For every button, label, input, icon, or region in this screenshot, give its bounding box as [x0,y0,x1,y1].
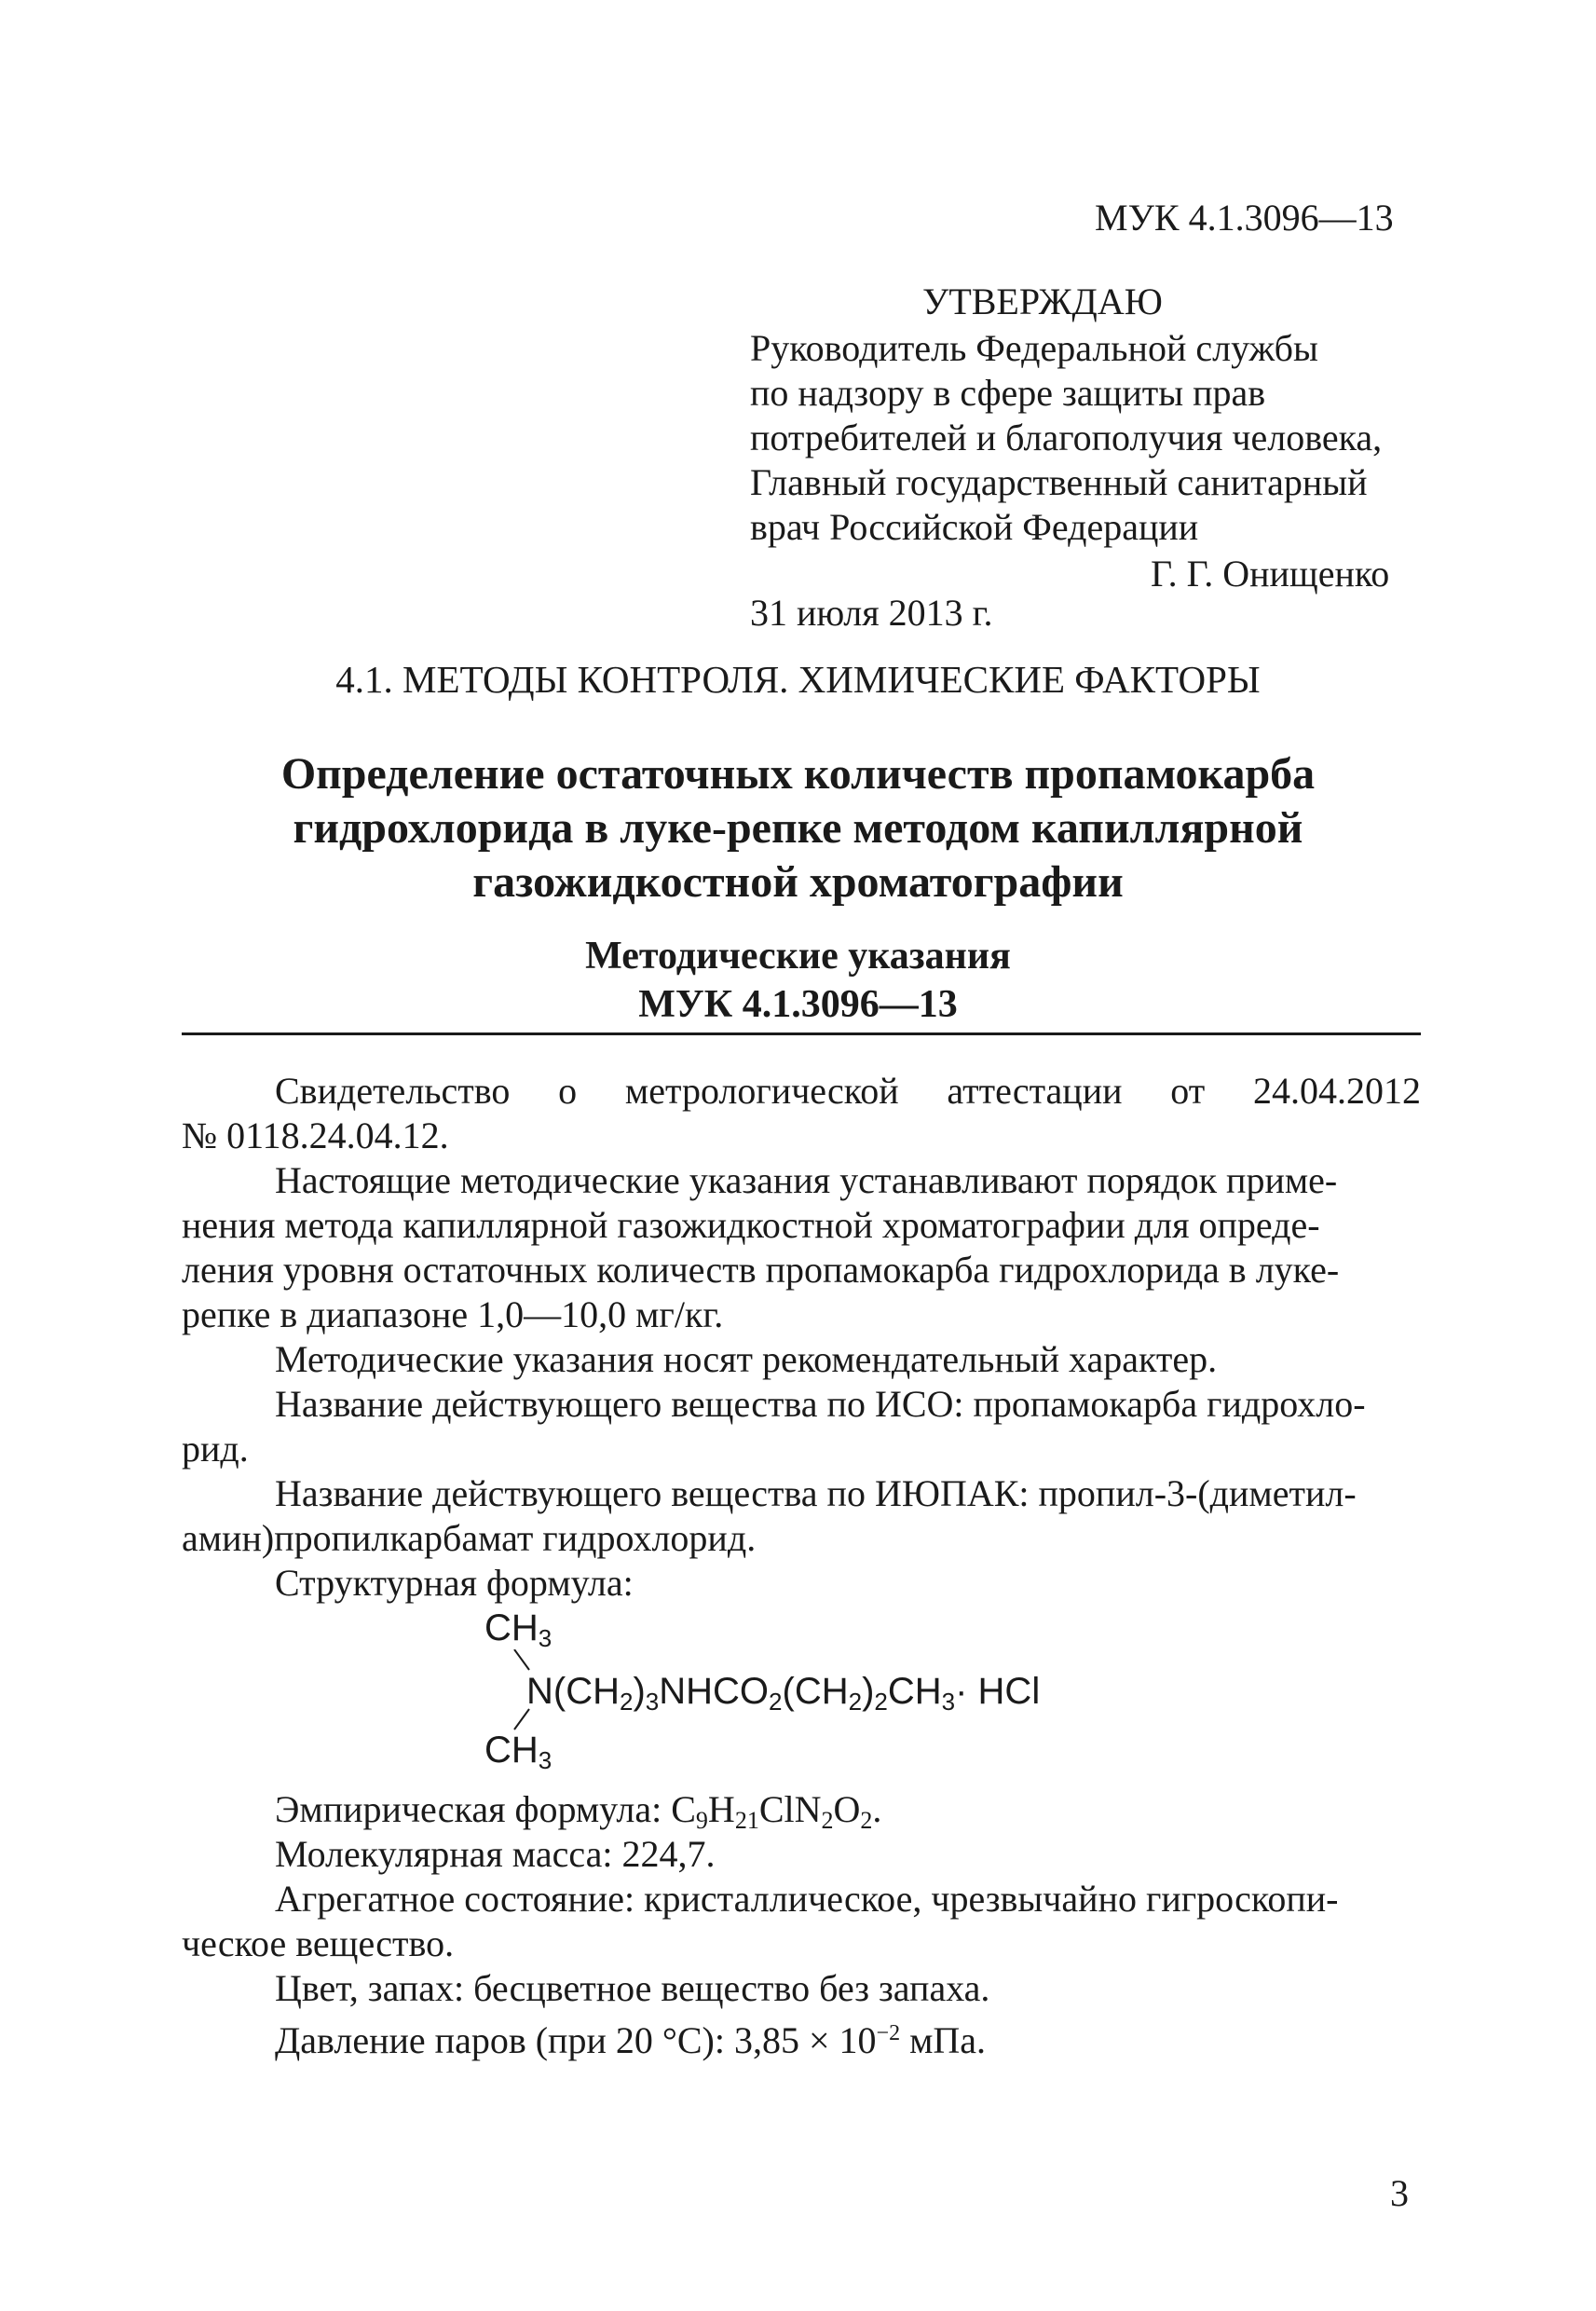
subtitle-line-2: МУК 4.1.3096—13 [638,983,958,1026]
recommendation-text: Методические указания носят рекомендательный характер. [275,1338,1218,1380]
title-line: Определение остаточных количеств пропамокарба [280,749,1316,799]
title-divider [182,1032,1421,1035]
document-subtitle [0,932,1596,1029]
subtitle-line-1: Методические указания [585,935,1011,978]
aggregate-state-line: Агрегатное состояние: кристаллическое, чрезвычайно гигроскопи- [275,1878,1339,1920]
iupac-name-line: Название действующего вещества по ИЮПАК: пропил-3-(диметил- [275,1472,1357,1514]
intro-paragraph [182,1158,1421,1337]
certificate-word: от [1170,1070,1206,1112]
title-line: газожидкостной хроматографии [472,857,1124,907]
iupac-name-paragraph [182,1471,1421,1561]
certificate-word: аттестации [947,1070,1123,1112]
certificate-paragraph [182,1069,1421,1158]
certificate-word: 24.04.2012 [1253,1070,1421,1112]
document-title [0,747,1596,909]
certificate-line [182,1069,1421,1114]
vapor-pressure-exponent: −2 [876,2021,901,2045]
iupac-name-line: амин)пропилкарбамат гидрохлорид. [182,1517,757,1559]
structural-formula-label: Структурная формула: [275,1562,634,1604]
empirical-formula: Эмпирическая формула: $C_9H_{21}ClN_2O_2$. [275,1788,882,1834]
approval-line: по надзору в сфере защиты прав [750,372,1266,414]
document-code: МУК 4.1.3096—13 [1095,197,1394,239]
vapor-pressure [182,2011,1514,2063]
approval-line: Главный государственный санитарный [750,461,1368,503]
iso-name-line: Название действующего вещества по ИСО: пропамокарба гидрохло- [275,1383,1366,1425]
title-line: гидрохлорида в луке-репке методом капиллярной [293,803,1303,853]
intro-text: Настоящие методические указания устанавливают порядок приме- [275,1159,1338,1201]
methyl-group-top: $CH_3$ [484,1607,552,1652]
aggregate-state-paragraph [182,1877,1421,1966]
intro-line: ления уровня остаточных количеств пропамокарба гидрохлорида в луке- [182,1249,1340,1291]
section-heading: 4.1. МЕТОДЫ КОНТРОЛЯ. ХИМИЧЕСКИЕ ФАКТОРЫ [335,658,1261,701]
approval-date: 31 июля 2013 г. [750,592,993,634]
main-chain-formula: $N(CH_2)_3NHCO_2(CH_2)_2CH_3\cdot$ HCl [526,1671,1041,1716]
vapor-pressure-unit: мПа. [900,2019,987,2061]
iso-name-line: рид. [182,1428,249,1470]
approval-line: врач Российской Федерации [750,506,1199,548]
color-smell: Цвет, запах: бесцветное вещество без запаха. [275,1967,990,2009]
approval-line: потребителей и благополучия человека, [750,417,1383,458]
page-number: 3 [1390,2172,1409,2214]
empirical-formula-label: Эмпирическая формула: [275,1788,672,1830]
aggregate-state-line: ческое вещество. [182,1922,455,1964]
approval-signatory: Г. Г. Онищенко [1151,553,1390,595]
certificate-word: Свидетельство [275,1070,511,1112]
intro-line: нения метода капиллярной газожидкостной хроматографии для опреде- [182,1204,1320,1246]
molar-mass: Молекулярная масса: 224,7. [275,1833,716,1875]
intro-line [182,1158,1421,1203]
certificate-number: № 0118.24.04.12. [182,1114,449,1156]
iso-name-paragraph [182,1382,1421,1471]
approval-line: Руководитель Федеральной службы [750,327,1318,369]
vapor-pressure-label: Давление паров (при 20 °С): 3,85 × 10 [275,2019,877,2061]
intro-line: репке в диапазоне 1,0—10,0 мг/кг. [182,1293,724,1335]
certificate-word: метрологической [624,1070,899,1112]
methyl-group-bottom: $CH_3$ [484,1730,552,1774]
approval-title: УТВЕРЖДАЮ [922,280,1163,322]
certificate-word: о [558,1070,578,1112]
